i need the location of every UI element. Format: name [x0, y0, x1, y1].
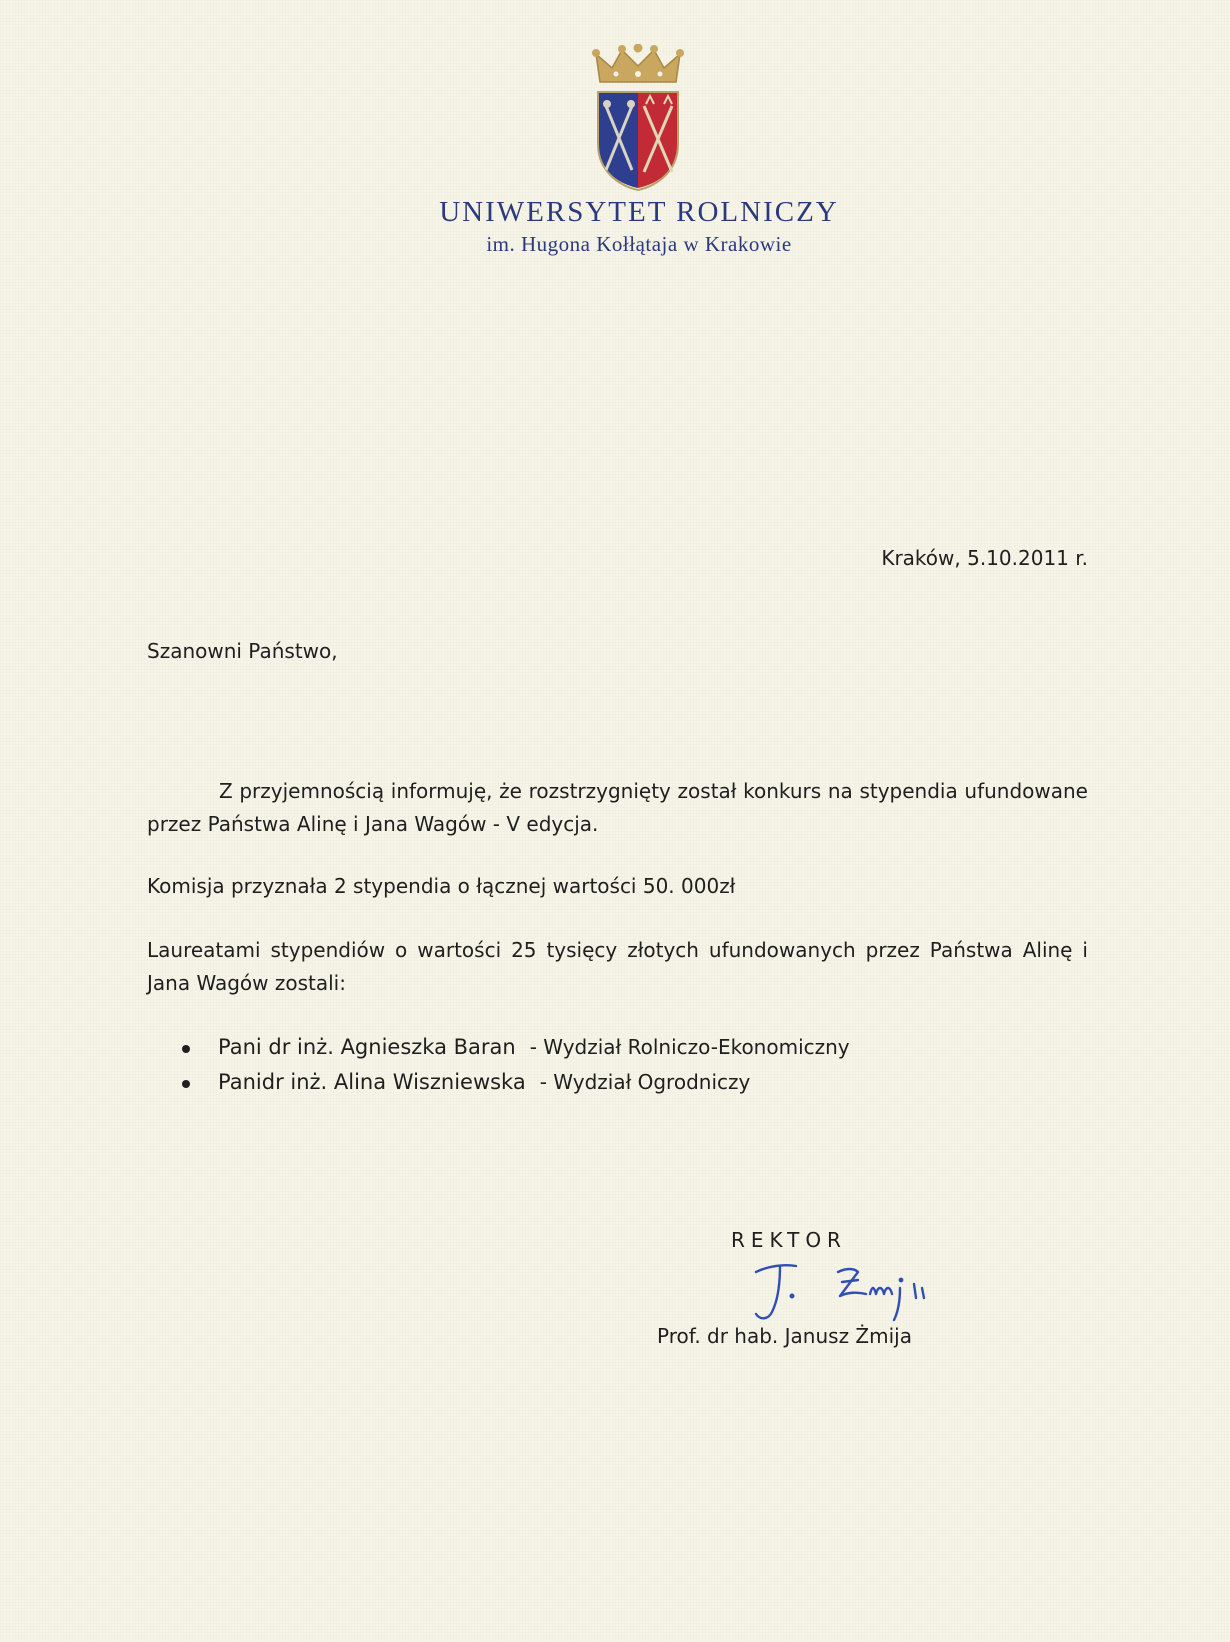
handwritten-signature [750, 1258, 970, 1328]
paragraph-laureates-intro: Laureatami stypendiów o wartości 25 tysięcy złotych ufundowanych przez Państwa Alinę i Jana Wagów zostali: [147, 938, 1088, 995]
university-subtitle: im. Hugona Kołłątaja w Krakowie [486, 232, 792, 256]
university-name: UNIWERSYTET ROLNICZY [439, 196, 839, 228]
laureates-list [180, 1030, 850, 1100]
paragraph-announcement: Z przyjemnością informuję, że rozstrzygnięty został konkurs na stypendia ufundowane przez Państwa Alinę i Jana Wagów - V edycja. [147, 779, 1088, 836]
laureate-name: Panidr inż. Alina Wiszniewska [218, 1070, 526, 1094]
university-crest-icon [592, 44, 684, 194]
laureate-department: - Wydział Rolniczo-Ekonomiczny [529, 1035, 850, 1059]
letter-date: Kraków, 5.10.2011 r. [881, 546, 1088, 570]
rector-name: Prof. dr hab. Janusz Żmija [657, 1324, 912, 1348]
rector-title: REKTOR [731, 1228, 847, 1252]
laureate-department: - Wydział Ogrodniczy [539, 1070, 751, 1094]
salutation: Szanowni Państwo, [147, 639, 338, 663]
list-item [180, 1030, 850, 1065]
laureate-name: Pani dr inż. Agnieszka Baran [218, 1035, 516, 1059]
paragraph-commission: Komisja przyznała 2 stypendia o łącznej wartości 50. 000zł [147, 874, 736, 898]
list-item [180, 1065, 850, 1100]
